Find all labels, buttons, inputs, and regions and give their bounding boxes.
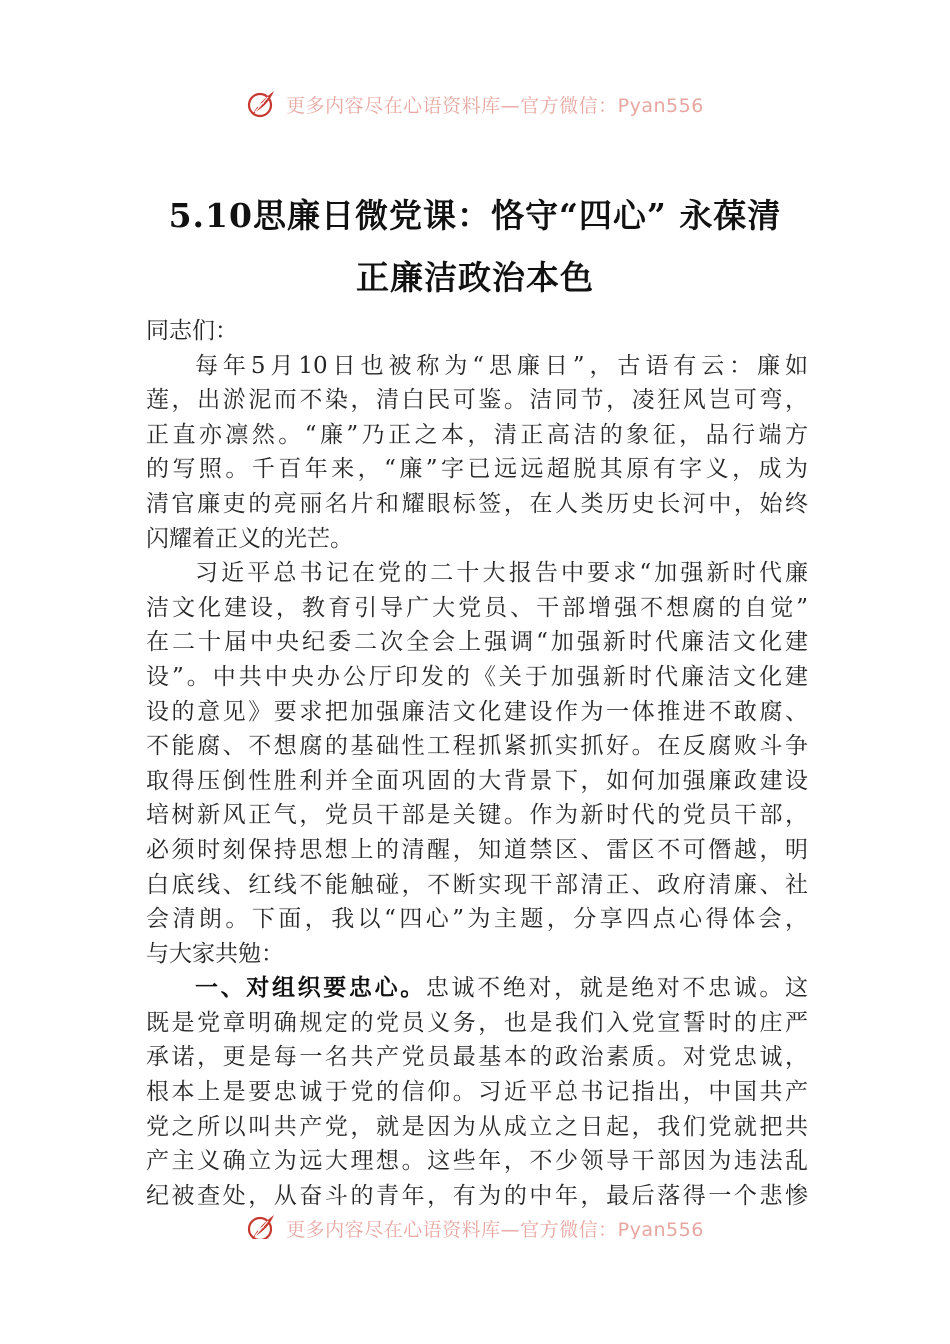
paragraph-1 (146, 349, 808, 557)
watermark-text: 更多内容尽在心语资料库—官方微信：Pyan556 (286, 1218, 704, 1239)
paragraph-2 (146, 556, 808, 971)
paragraph-line: 设的意见》要求把加强廉洁文化建设作为一体推进不敢腐、 (146, 698, 808, 725)
paragraph-line: 不能腐、不想腐的基础性工程抓紧抓实抓好。在反腐败斗争 (146, 733, 808, 760)
section-heading: 一、对组织要忠心。 (195, 974, 426, 1002)
paragraph-line: 产主义确立为远大理想。这些年，不少领导干部因为违法乱 (146, 1148, 808, 1175)
feather-pen-logo-icon (246, 1212, 278, 1239)
paragraph-line: 设”。中共中央办公厅印发的《关于加强新时代廉洁文化建 (146, 663, 808, 690)
paragraph-line: 承诺，更是每一名共产党员最基本的政治素质。对党忠诚， (146, 1044, 808, 1071)
document-body (146, 314, 808, 1213)
paragraph-line (146, 971, 808, 1006)
header-watermark (0, 84, 950, 124)
salutation: 同志们： (146, 318, 238, 344)
document-title-line-2: 正廉洁政治本色 (356, 258, 594, 297)
paragraph-line: 白底线、红线不能触碰，不断实现干部清正、政府清廉、社 (146, 871, 808, 898)
paragraph-3 (146, 971, 808, 1213)
footer-watermark (0, 1205, 950, 1239)
paragraph-line: 闪耀着正义的光芒。 (146, 525, 353, 552)
paragraph-line: 会清朗。下面，我以“四心”为主题，分享四点心得体会， (146, 906, 808, 933)
paragraph-line: 莲，出淤泥而不染，清白民可鉴。洁同节，凌狂风岂可弯， (146, 387, 808, 414)
paragraph-line: 洁文化建设，教育引导广大党员、干部增强不想腐的自觉” (146, 594, 808, 621)
document-title-line-1: 5.10思廉日微党课：恪守“四心” 永葆清 (168, 196, 782, 235)
paragraph-line: 培树新风正气，党员干部是关键。作为新时代的党员干部， (146, 802, 808, 829)
paragraph-line: 清官廉吏的亮丽名片和耀眼标签，在人类历史长河中，始终 (146, 490, 808, 517)
paragraph-line: 根本上是要忠诚于党的信仰。习近平总书记指出，中国共产 (146, 1079, 808, 1106)
paragraph-line: 纪被查处，从奋斗的青年，有为的中年，最后落得一个悲惨 (146, 1182, 808, 1209)
feather-pen-logo-icon (246, 88, 278, 120)
paragraph-line: 既是党章明确规定的党员义务，也是我们入党宣誓时的庄严 (146, 1009, 808, 1036)
paragraph-line: 党之所以叫共产党，就是因为从成立之日起，我们党就把共 (146, 1113, 808, 1140)
paragraph-line: 每年5月10日也被称为“思廉日”，古语有云：廉如 (195, 352, 808, 379)
paragraph-line: 习近平总书记在党的二十大报告中要求“加强新时代廉 (195, 560, 808, 587)
paragraph-line: 取得压倒性胜利并全面巩固的大背景下，如何加强廉政建设 (146, 767, 808, 794)
paragraph-line: 在二十届中央纪委二次全会上强调“加强新时代廉洁文化建 (146, 629, 808, 656)
paragraph-text: 忠诚不绝对，就是绝对不忠诚。这 (425, 975, 809, 1002)
paragraph-line: 正直亦凛然。“廉”乃正之本，清正高洁的象征，品行端方 (146, 421, 808, 448)
paragraph-line: 与大家共勉： (146, 940, 284, 967)
paragraph-line: 必须时刻保持思想上的清醒，知道禁区、雷区不可僭越，明 (146, 836, 808, 863)
watermark-text: 更多内容尽在心语资料库—官方微信：Pyan556 (286, 94, 704, 117)
paragraph-line: 的写照。千百年来，“廉”字已远远超脱其原有字义，成为 (146, 456, 808, 483)
